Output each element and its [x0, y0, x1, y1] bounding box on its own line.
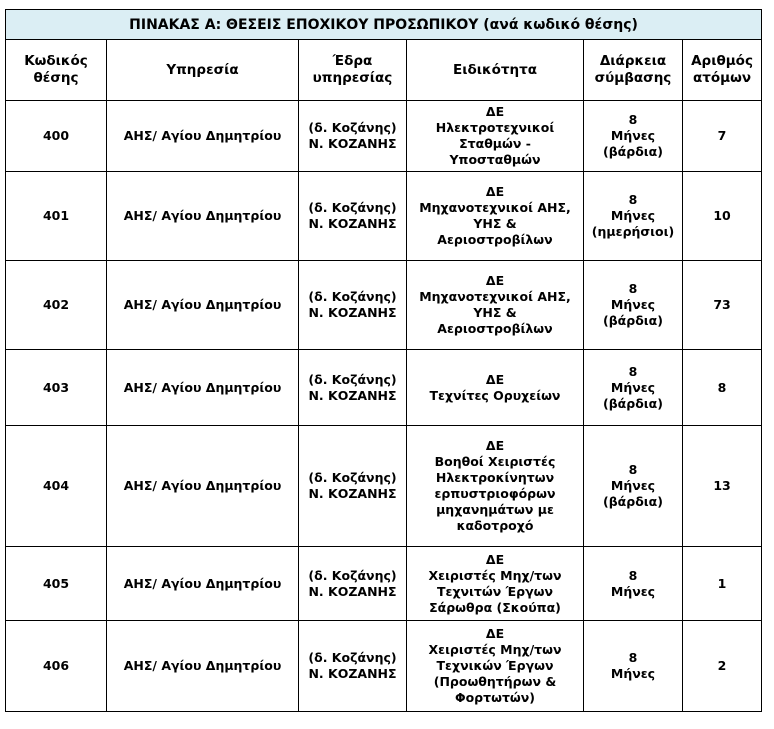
cell-count: 7 [683, 101, 762, 172]
cell-duration: 8 Μήνες [584, 547, 683, 621]
cell-count: 8 [683, 350, 762, 426]
header-seat: Έδρα υπηρεσίας [299, 40, 407, 101]
positions-table [5, 9, 762, 712]
cell-code: 401 [6, 172, 107, 261]
cell-service: ΑΗΣ/ Αγίου Δημητρίου [107, 172, 299, 261]
cell-code: 402 [6, 261, 107, 350]
cell-code: 405 [6, 547, 107, 621]
cell-specialty: ΔΕ Βοηθοί Χειριστές Ηλεκτροκίνητων ερπυστριοφόρων μηχανημάτων με καδοτροχό [407, 426, 584, 547]
cell-duration: 8 Μήνες [584, 621, 683, 712]
cell-duration: 8 Μήνες (βάρδια) [584, 426, 683, 547]
cell-count: 13 [683, 426, 762, 547]
table-row [6, 350, 762, 426]
cell-service: ΑΗΣ/ Αγίου Δημητρίου [107, 426, 299, 547]
cell-seat: (δ. Κοζάνης) Ν. ΚΟΖΑΝΗΣ [299, 621, 407, 712]
header-code: Κωδικός θέσης [6, 40, 107, 101]
cell-count: 73 [683, 261, 762, 350]
table-row [6, 172, 762, 261]
cell-service: ΑΗΣ/ Αγίου Δημητρίου [107, 261, 299, 350]
cell-duration: 8 Μήνες (ημερήσιοι) [584, 172, 683, 261]
table-row [6, 621, 762, 712]
table-row [6, 547, 762, 621]
cell-service: ΑΗΣ/ Αγίου Δημητρίου [107, 621, 299, 712]
cell-service: ΑΗΣ/ Αγίου Δημητρίου [107, 101, 299, 172]
header-duration: Διάρκεια σύμβασης [584, 40, 683, 101]
cell-count: 1 [683, 547, 762, 621]
cell-specialty: ΔΕ Τεχνίτες Ορυχείων [407, 350, 584, 426]
cell-specialty: ΔΕ Ηλεκτροτεχνικοί Σταθμών - Υποσταθμών [407, 101, 584, 172]
header-service: Υπηρεσία [107, 40, 299, 101]
cell-code: 406 [6, 621, 107, 712]
cell-specialty: ΔΕ Μηχανοτεχνικοί ΑΗΣ, ΥΗΣ & Αεριοστροβίλων [407, 172, 584, 261]
cell-code: 404 [6, 426, 107, 547]
cell-service: ΑΗΣ/ Αγίου Δημητρίου [107, 350, 299, 426]
table-title-row [6, 10, 762, 40]
header-specialty: Ειδικότητα [407, 40, 584, 101]
cell-specialty: ΔΕ Χειριστές Μηχ/των Τεχνικών Έργων (Προωθητήρων & Φορτωτών) [407, 621, 584, 712]
cell-seat: (δ. Κοζάνης) Ν. ΚΟΖΑΝΗΣ [299, 261, 407, 350]
cell-seat: (δ. Κοζάνης) Ν. ΚΟΖΑΝΗΣ [299, 547, 407, 621]
cell-code: 400 [6, 101, 107, 172]
cell-seat: (δ. Κοζάνης) Ν. ΚΟΖΑΝΗΣ [299, 426, 407, 547]
header-row [6, 40, 762, 101]
table-row [6, 101, 762, 172]
cell-specialty: ΔΕ Χειριστές Μηχ/των Τεχνιτών Έργων Σάρωθρα (Σκούπα) [407, 547, 584, 621]
cell-seat: (δ. Κοζάνης) Ν. ΚΟΖΑΝΗΣ [299, 172, 407, 261]
cell-seat: (δ. Κοζάνης) Ν. ΚΟΖΑΝΗΣ [299, 350, 407, 426]
cell-code: 403 [6, 350, 107, 426]
cell-service: ΑΗΣ/ Αγίου Δημητρίου [107, 547, 299, 621]
cell-duration: 8 Μήνες (βάρδια) [584, 261, 683, 350]
table-row [6, 261, 762, 350]
cell-duration: 8 Μήνες (βάρδια) [584, 350, 683, 426]
cell-count: 2 [683, 621, 762, 712]
cell-count: 10 [683, 172, 762, 261]
table-row [6, 426, 762, 547]
cell-specialty: ΔΕ Μηχανοτεχνικοί ΑΗΣ, ΥΗΣ & Αεριοστροβίλων [407, 261, 584, 350]
cell-seat: (δ. Κοζάνης) Ν. ΚΟΖΑΝΗΣ [299, 101, 407, 172]
header-count: Αριθμός ατόμων [683, 40, 762, 101]
table-title: ΠΙΝΑΚΑΣ Α: ΘΕΣΕΙΣ ΕΠΟΧΙΚΟΥ ΠΡΟΣΩΠΙΚΟΥ (ανά κωδικό θέσης) [6, 10, 762, 40]
cell-duration: 8 Μήνες (βάρδια) [584, 101, 683, 172]
